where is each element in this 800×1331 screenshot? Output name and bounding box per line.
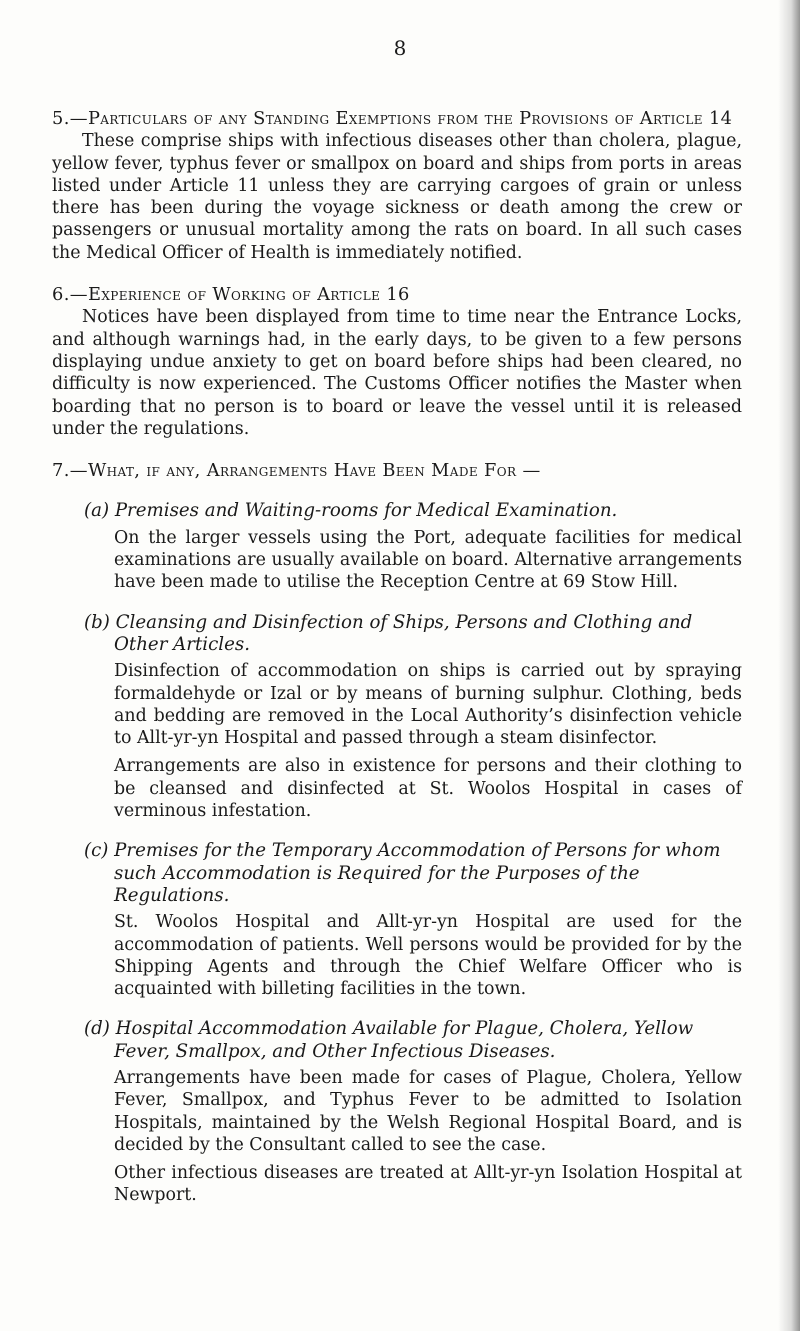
section-7 <box>52 460 742 1207</box>
section-7c <box>52 840 742 1000</box>
document-body <box>52 108 742 1227</box>
page-edge-shadow <box>778 0 800 1331</box>
section-7c-title: (c) Premises for the Temporary Accommodation of Persons for whom such Accommodation is Required for the Purposes of the Regulations. <box>84 840 721 906</box>
section-7b <box>52 612 742 823</box>
section-7c-paragraph-1: St. Woolos Hospital and Allt-yr-yn Hospital are used for the accommodation of patients. Well persons would be provided for by the Shipping Agents and through the Chief Welfare Officer who is acquainted with billeting facilities in the town. <box>114 912 742 1000</box>
section-7d-paragraph-2: Other infectious diseases are treated at Allt-yr-yn Isolation Hospital at Newport. <box>114 1163 742 1206</box>
section-5-body: These comprise ships with infectious diseases other than cholera, plague, yellow fever, typhus fever or smallpox on board and ships from ports in areas listed under Article 11 unless they are carrying cargoes of grain or unless there has been during the voyage sickness or death among the crew or passengers or unusual mortality among the rats on board. In all such cases the Medical Officer of Health is immediately notified. <box>52 131 742 263</box>
section-7d <box>52 1018 742 1206</box>
section-6 <box>52 284 742 440</box>
section-7d-paragraph-1: Arrangements have been made for cases of Plague, Cholera, Yellow Fever, Smallpox, and Typhus Fever to be admitted to Isolation Hospitals, maintained by the Welsh Regional Hospital Board, and is decided by the Consultant called to see the case. <box>114 1067 742 1155</box>
section-7a-paragraph-1: On the larger vessels using the Port, adequate facilities for medical examinations are usually available on board. Alternative arrangements have been made to utilise the Reception Centre at 69 Stow Hill. <box>114 527 742 593</box>
section-7b-paragraph-1: Disinfection of accommodation on ships is carried out by spraying formaldehyde or Izal or by means of burning sulphur. Clothing, beds and bedding are removed in the Local Authority’s disinfection vehicle to Allt-yr-yn Hospital and passed through a steam disinfector. <box>114 661 742 749</box>
section-7b-paragraph-2: Arrangements are also in existence for persons and their clothing to be cleansed and disinfected at St. Woolos Hospital in cases of verminous infestation. <box>114 756 742 822</box>
section-6-heading: 6.—Experience of Working of Article 16 <box>52 284 410 306</box>
section-7d-title: (d) Hospital Accommodation Available for Plague, Cholera, Yellow Fever, Smallpox, and Other Infectious Diseases. <box>84 1018 694 1062</box>
section-5 <box>52 108 742 264</box>
page-number: 8 <box>393 36 407 60</box>
section-7b-title: (b) Cleansing and Disinfection of Ships, Persons and Clothing and Other Articles. <box>84 611 693 655</box>
section-7a <box>52 500 742 593</box>
section-7-heading: 7.—What, if any, Arrangements Have Been Made For — <box>52 460 541 482</box>
section-6-body: Notices have been displayed from time to time near the Entrance Locks, and although warnings had, in the early days, to be given to a few persons displaying undue anxiety to get on board before ships had been cleared, no difficulty is now experienced. The Customs Officer notifies the Master when boarding that no person is to board or leave the vessel until it is released under the regulations. <box>52 307 742 439</box>
section-7a-title: (a) Premises and Waiting-rooms for Medical Examination. <box>84 500 618 522</box>
section-5-heading: 5.—Particulars of any Standing Exemptions from the Provisions of Article 14 <box>52 108 733 129</box>
